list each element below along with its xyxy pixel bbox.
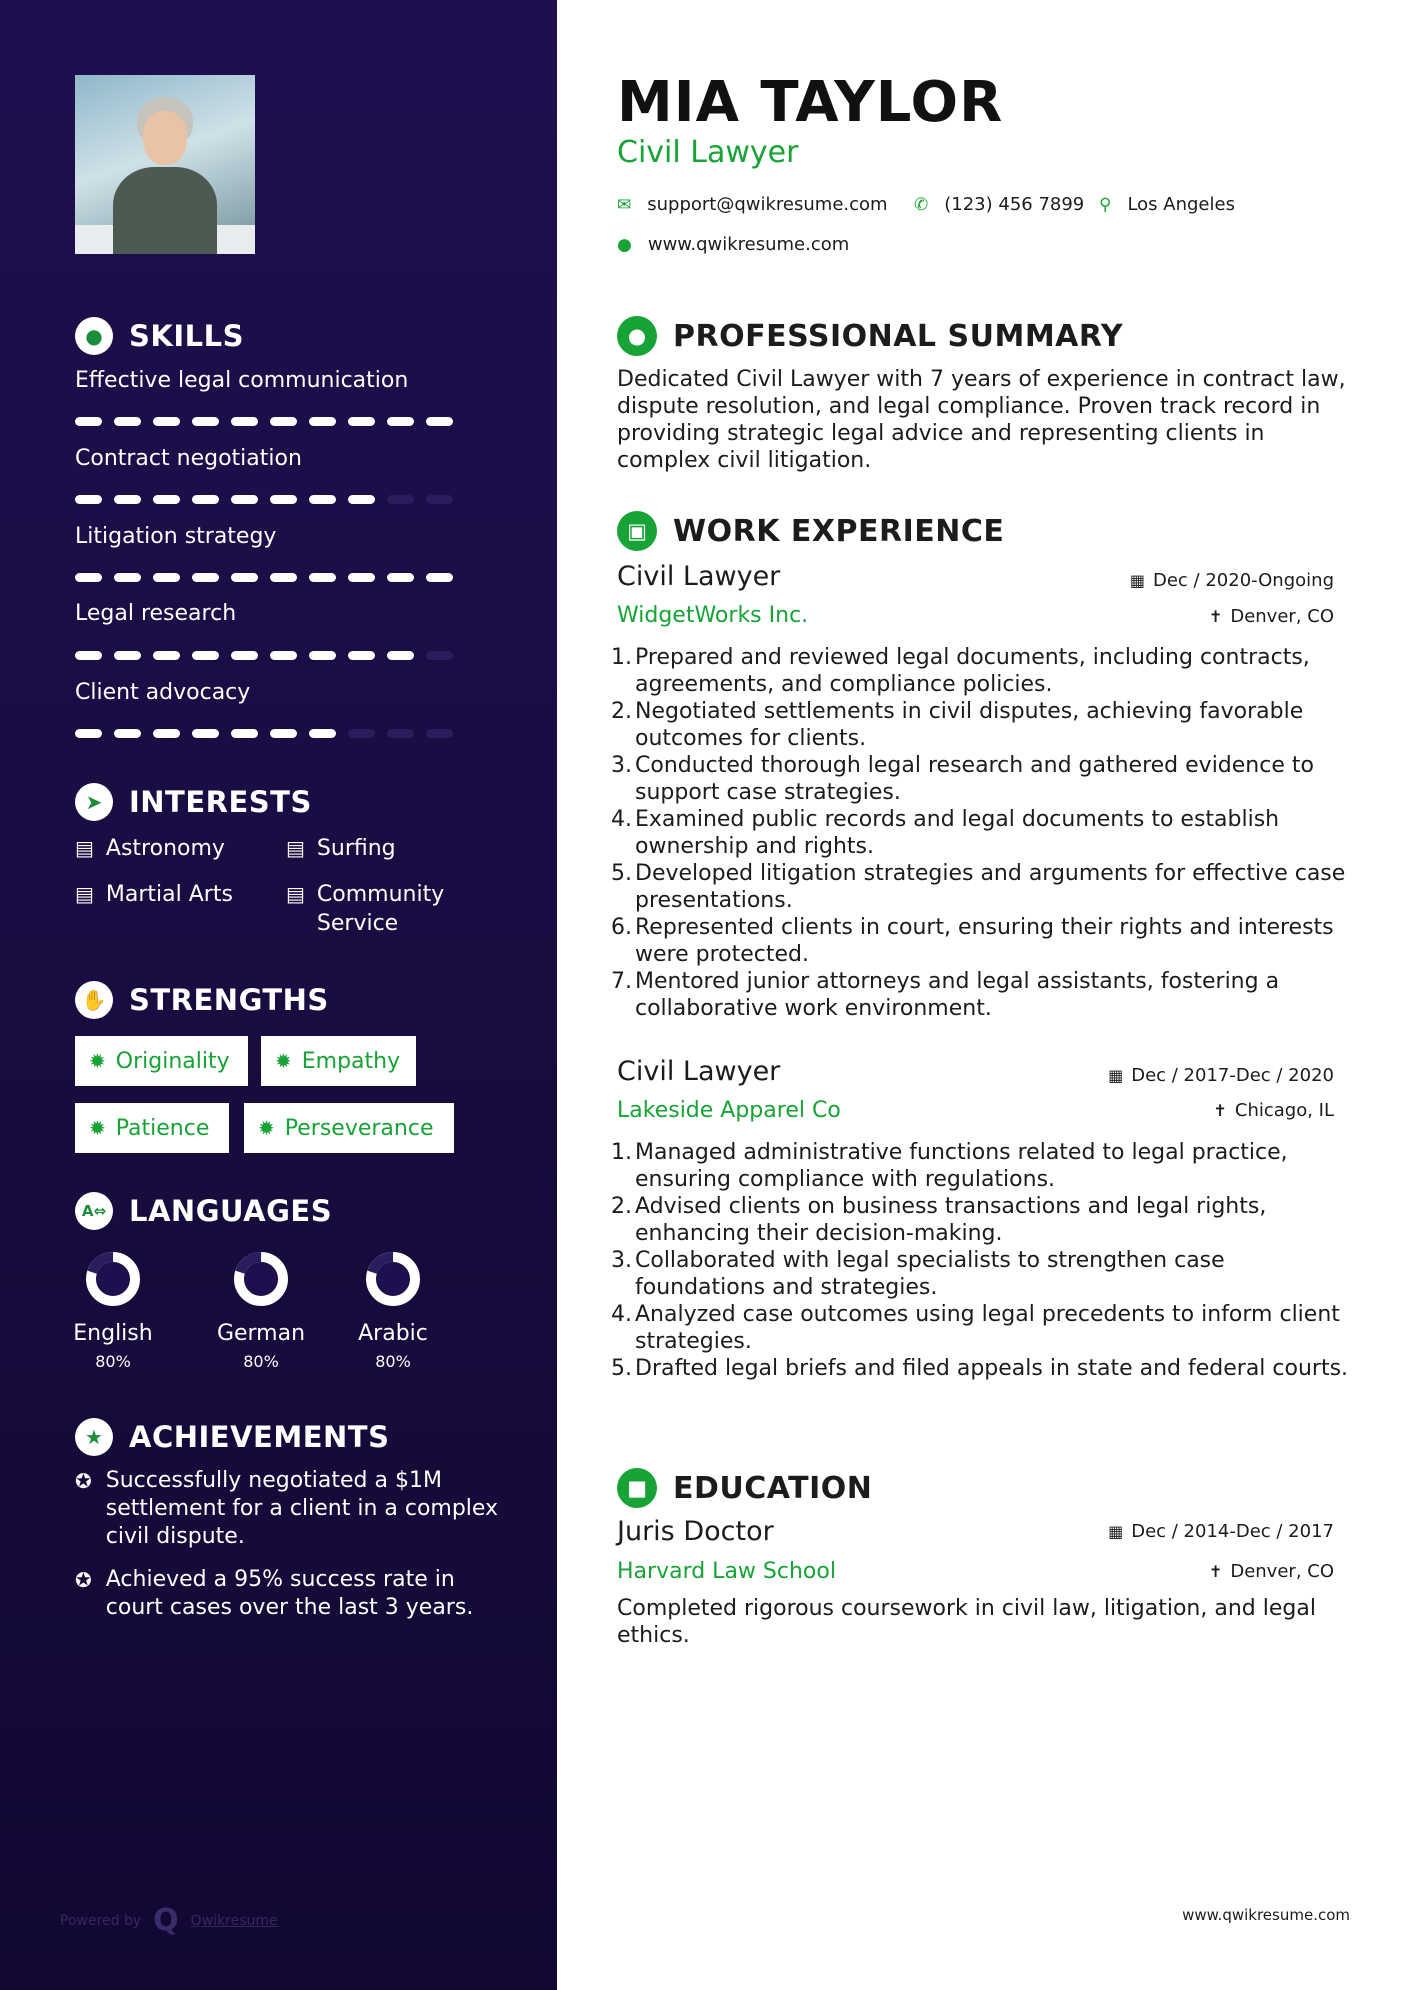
skill-segment: [348, 729, 375, 738]
office-chair-icon: ▣: [617, 511, 657, 551]
skill-segment: [75, 495, 102, 504]
duty-number: 3.: [611, 753, 632, 778]
language-item: German 80%: [206, 1249, 316, 1371]
pin-icon: ✝: [1208, 607, 1223, 626]
skill-name: Litigation strategy: [75, 524, 277, 549]
skill-name: Legal research: [75, 601, 237, 626]
star-icon: ✪: [75, 1469, 92, 1493]
job-company: WidgetWorks Inc.: [617, 603, 809, 628]
job-title: Civil Lawyer: [617, 561, 781, 592]
duty-item: [611, 1247, 1357, 1301]
duty-item: [611, 806, 1357, 860]
translate-icon: A⇔: [75, 1192, 113, 1230]
duty-number: 4.: [611, 1302, 632, 1327]
skill-segment: [270, 417, 297, 426]
donut-hole: [97, 1263, 130, 1296]
duty-item: [611, 1301, 1357, 1355]
skill-segment: [231, 729, 258, 738]
job-title: Civil Lawyer: [617, 1056, 781, 1087]
map-pin-icon: ⚲: [1099, 194, 1112, 215]
skill-segment: [75, 729, 102, 738]
skill-segment: [231, 495, 258, 504]
calendar-icon: ▦: [1108, 1522, 1124, 1541]
interest-item: ▤ Astronomy: [75, 836, 225, 861]
contact-email: ✉ support@qwikresume.com: [617, 194, 888, 215]
skill-segment: [309, 495, 336, 504]
contact-phone: ✆ (123) 456 7899: [914, 194, 1085, 215]
skill-segment: [231, 651, 258, 660]
contact-location: ⚲ Los Angeles: [1099, 194, 1235, 215]
skill-segment: [309, 729, 336, 738]
qwikresume-logo: Q: [153, 1903, 179, 1938]
interests-heading: ➤ INTERESTS: [75, 783, 312, 821]
book-icon: ▤: [286, 882, 305, 906]
skill-segment: [153, 495, 180, 504]
duty-number: 1.: [611, 645, 632, 670]
duty-text: Examined public records and legal documents to establish ownership and rights.: [635, 807, 1280, 859]
skill-segment: [270, 573, 297, 582]
duty-text: Advised clients on business transactions and legal rights, enhancing their decision-making.: [635, 1194, 1267, 1246]
duty-number: 7.: [611, 969, 632, 994]
skill-name: Contract negotiation: [75, 446, 302, 471]
duty-text: Collaborated with legal specialists to strengthen case foundations and strategies.: [635, 1248, 1225, 1300]
graduate-icon: ■: [617, 1468, 657, 1508]
skill-bar: [75, 573, 465, 582]
skill-segment: [75, 651, 102, 660]
skills-heading: ● SKILLS: [75, 317, 244, 355]
skill-segment: [114, 651, 141, 660]
skill-segment: [387, 417, 414, 426]
candidate-name: MIA TAYLOR: [617, 70, 1004, 135]
languages-heading: A⇔ LANGUAGES: [75, 1192, 332, 1230]
duty-text: Drafted legal briefs and filed appeals in state and federal courts.: [635, 1356, 1349, 1381]
experience-heading: ▣ WORK EXPERIENCE: [617, 511, 1004, 551]
skill-segment: [192, 651, 219, 660]
summary-text: Dedicated Civil Lawyer with 7 years of experience in contract law, dispute resolution, and legal compliance. Proven track record in providing strategic legal advice and representing clients in complex civil litigation.: [617, 367, 1346, 473]
contact-website: ● www.qwikresume.com: [617, 234, 850, 255]
skill-segment: [348, 651, 375, 660]
language-donut: [363, 1249, 423, 1309]
duty-item: [611, 1355, 1357, 1382]
strengths-heading: ✋ STRENGTHS: [75, 981, 329, 1019]
job-location: ✝ Chicago, IL: [1213, 1100, 1334, 1121]
skill-segment: [153, 651, 180, 660]
duty-item: [611, 752, 1357, 806]
job-dates: ▦ Dec / 2017-Dec / 2020: [1108, 1065, 1334, 1086]
skill-segment: [231, 573, 258, 582]
skill-segment: [153, 417, 180, 426]
skill-segment: [270, 495, 297, 504]
job-dates: ▦ Dec / 2020-Ongoing: [1129, 570, 1334, 591]
strength-badge: ✹ Perseverance: [244, 1103, 454, 1153]
duty-text: Represented clients in court, ensuring their rights and interests were protected.: [635, 915, 1334, 967]
education-degree: Juris Doctor: [617, 1516, 774, 1547]
skill-segment: [114, 573, 141, 582]
calendar-icon: ▦: [1129, 571, 1145, 590]
duty-item: [611, 968, 1357, 1022]
duty-text: Negotiated settlements in civil disputes, achieving favorable outcomes for clients.: [635, 699, 1304, 751]
skill-segment: [387, 651, 414, 660]
paper-plane-icon: ➤: [75, 783, 113, 821]
achievements-heading: ★ ACHIEVEMENTS: [75, 1418, 389, 1456]
duty-number: 5.: [611, 861, 632, 886]
globe-icon: ●: [617, 234, 632, 255]
powered-by: Powered by Q Qwikresume: [60, 1903, 278, 1938]
duty-number: 5.: [611, 1356, 632, 1381]
language-donut: [83, 1249, 143, 1309]
envelope-icon: ✉: [617, 194, 632, 215]
duty-number: 2.: [611, 699, 632, 724]
star-icon: ✹: [89, 1049, 106, 1073]
skill-segment: [426, 417, 453, 426]
skill-name: Client advocacy: [75, 680, 251, 705]
skill-segment: [114, 495, 141, 504]
skill-segment: [387, 495, 414, 504]
candidate-role: Civil Lawyer: [617, 135, 799, 170]
skill-segment: [426, 729, 453, 738]
duty-item: [611, 1193, 1357, 1247]
skill-segment: [75, 417, 102, 426]
donut-hole: [245, 1263, 278, 1296]
interest-item: ▤ Community Service: [286, 882, 445, 936]
skill-bar: [75, 495, 465, 504]
interest-item: ▤ Surfing: [286, 836, 396, 861]
duty-text: Developed litigation strategies and arguments for effective case presentations.: [635, 861, 1346, 913]
sidebar: [0, 0, 557, 1990]
skill-segment: [153, 729, 180, 738]
phone-icon: ✆: [914, 194, 929, 215]
skill-bar: [75, 651, 465, 660]
education-heading: ■ EDUCATION: [617, 1468, 872, 1508]
skill-segment: [192, 729, 219, 738]
job-duties: [611, 644, 1357, 1022]
skill-segment: [387, 573, 414, 582]
education-text: Completed rigorous coursework in civil law, litigation, and legal ethics.: [617, 1596, 1316, 1648]
skill-segment: [309, 651, 336, 660]
pin-icon: ✝: [1208, 1562, 1223, 1581]
skill-segment: [75, 573, 102, 582]
duty-text: Analyzed case outcomes using legal precedents to inform client strategies.: [635, 1302, 1340, 1354]
duty-number: 4.: [611, 807, 632, 832]
star-badge-icon: ★: [75, 1418, 113, 1456]
skill-segment: [426, 651, 453, 660]
star-icon: ✹: [89, 1116, 106, 1140]
interest-item: ▤ Martial Arts: [75, 882, 233, 907]
skill-segment: [348, 495, 375, 504]
achievement-item: ✪ Achieved a 95% success rate in court cases over the last 3 years.: [75, 1567, 474, 1620]
skill-segment: [114, 729, 141, 738]
pin-icon: ✝: [1213, 1101, 1227, 1120]
duty-item: [611, 860, 1357, 914]
skill-segment: [426, 573, 453, 582]
skill-segment: [192, 495, 219, 504]
user-icon: ●: [617, 316, 657, 356]
job-location: ✝ Denver, CO: [1208, 606, 1334, 627]
skill-name: Effective legal communication: [75, 368, 409, 393]
language-item: Arabic 80%: [338, 1249, 448, 1371]
skill-segment: [309, 573, 336, 582]
skill-segment: [387, 729, 414, 738]
skill-segment: [270, 651, 297, 660]
duty-number: 1.: [611, 1140, 632, 1165]
strength-badge: ✹ Empathy: [261, 1036, 416, 1086]
skill-segment: [153, 573, 180, 582]
duty-text: Mentored junior attorneys and legal assistants, fostering a collaborative work environment.: [635, 969, 1280, 1021]
star-icon: ✪: [75, 1568, 92, 1592]
star-icon: ✹: [258, 1116, 275, 1140]
calendar-icon: ▦: [1108, 1066, 1124, 1085]
skill-segment: [231, 417, 258, 426]
skill-segment: [270, 729, 297, 738]
star-icon: ✹: [275, 1049, 292, 1073]
education-location: ✝ Denver, CO: [1208, 1561, 1334, 1582]
duty-item: [611, 914, 1357, 968]
footer-url[interactable]: www.qwikresume.com: [1182, 1906, 1350, 1924]
duty-item: [611, 1139, 1357, 1193]
donut-hole: [377, 1263, 410, 1296]
education-school: Harvard Law School: [617, 1559, 836, 1584]
fist-icon: ✋: [75, 981, 113, 1019]
strength-badge: ✹ Patience: [75, 1103, 229, 1153]
duty-text: Prepared and reviewed legal documents, including contracts, agreements, and compliance policies.: [635, 645, 1310, 697]
duty-number: 6.: [611, 915, 632, 940]
job-company: Lakeside Apparel Co: [617, 1098, 841, 1123]
book-icon: ▤: [286, 836, 305, 860]
skill-segment: [192, 417, 219, 426]
skill-segment: [192, 573, 219, 582]
skill-bar: [75, 417, 465, 426]
language-donut: [231, 1249, 291, 1309]
education-dates: ▦ Dec / 2014-Dec / 2017: [1108, 1521, 1334, 1542]
duty-item: [611, 644, 1357, 698]
skill-segment: [348, 417, 375, 426]
duty-item: [611, 698, 1357, 752]
book-icon: ▤: [75, 882, 94, 906]
main-content: [557, 0, 1407, 1990]
duty-text: Conducted thorough legal research and gathered evidence to support case strategies.: [635, 753, 1314, 805]
skill-bar: [75, 729, 465, 738]
brand-link[interactable]: Qwikresume: [190, 1912, 278, 1929]
skill-segment: [114, 417, 141, 426]
achievement-item: ✪ Successfully negotiated a $1M settlement for a client in a complex civil dispute.: [75, 1468, 499, 1549]
duty-text: Managed administrative functions related to legal practice, ensuring compliance with regulations.: [635, 1140, 1288, 1192]
duty-number: 3.: [611, 1248, 632, 1273]
book-icon: ▤: [75, 836, 94, 860]
summary-heading: ● PROFESSIONAL SUMMARY: [617, 316, 1123, 356]
strength-badge: ✹ Originality: [75, 1036, 248, 1086]
job-duties: [611, 1139, 1357, 1382]
profile-photo: [75, 75, 255, 254]
skill-segment: [348, 573, 375, 582]
skill-segment: [426, 495, 453, 504]
lightbulb-icon: ●: [75, 317, 113, 355]
language-item: English 80%: [58, 1249, 168, 1371]
skill-segment: [309, 417, 336, 426]
duty-number: 2.: [611, 1194, 632, 1219]
